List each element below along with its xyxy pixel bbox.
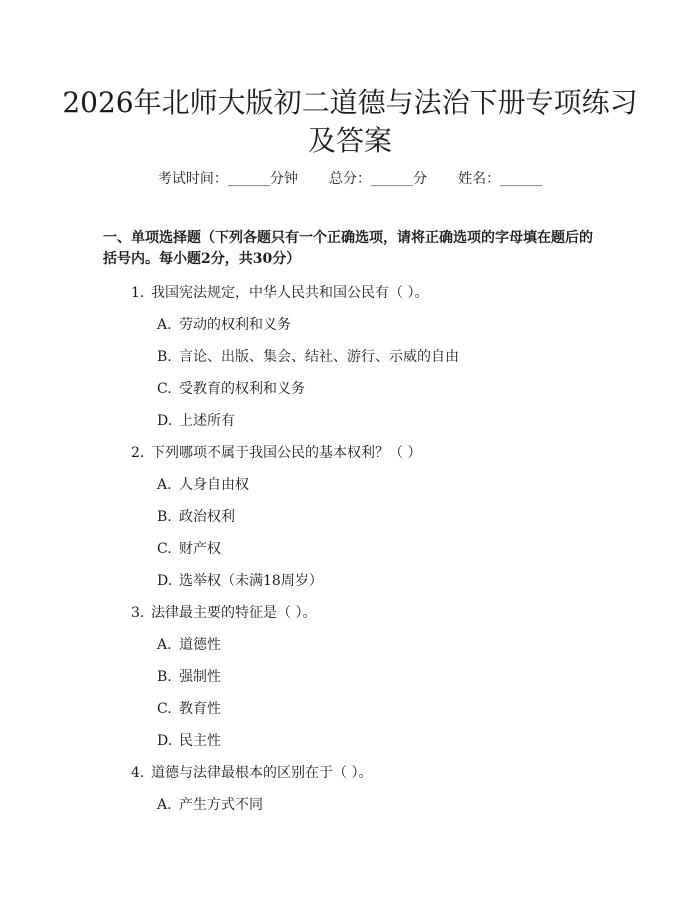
option-text: 言论、出版、集会、结社、游行、示威的自由	[179, 349, 459, 365]
option-letter: D.	[157, 413, 173, 429]
option-text: 选举权（未满18周岁）	[179, 573, 323, 589]
question-item	[0, 277, 700, 309]
option-letter: D.	[157, 573, 173, 589]
option-letter: C.	[157, 701, 172, 717]
option-letter: B.	[157, 669, 172, 685]
option-item	[0, 405, 700, 437]
option-letter: B.	[157, 509, 172, 525]
option-item	[0, 341, 700, 373]
option-item	[0, 469, 700, 501]
question-text: 法律最主要的特征是（ ）。	[151, 605, 317, 621]
page-title: 2026年北师大版初二道德与法治下册专项练习及答案	[62, 86, 638, 157]
option-text: 受教育的权利和义务	[179, 381, 305, 397]
option-letter: A.	[157, 317, 172, 333]
score-label: 总分：	[329, 171, 371, 187]
option-item	[0, 693, 700, 725]
section-heading: 一、单项选择题（下列各题只有一个正确选项，请将正确选项的字母填在题后的括号内。每小题2分，共30分）	[103, 230, 593, 267]
option-text: 产生方式不同	[179, 797, 263, 813]
question-text: 下列哪项不属于我国公民的基本权利？（ ）	[151, 445, 422, 461]
option-text: 道德性	[179, 637, 221, 653]
option-letter: D.	[157, 733, 173, 749]
option-item	[0, 565, 700, 597]
option-text: 强制性	[179, 669, 221, 685]
option-item	[0, 373, 700, 405]
option-letter: C.	[157, 541, 172, 557]
option-text: 上述所有	[179, 413, 235, 429]
question-item	[0, 597, 700, 629]
option-item	[0, 501, 700, 533]
option-text: 教育性	[179, 701, 221, 717]
time-label: 考试时间：	[157, 171, 228, 187]
option-letter: B.	[157, 349, 172, 365]
score-blank: ______	[371, 171, 413, 187]
name-label: 姓名：	[458, 171, 501, 187]
question-text: 道德与法律最根本的区别在于（ ）。	[151, 765, 373, 781]
question-list	[0, 277, 700, 821]
option-item	[0, 533, 700, 565]
option-letter: A.	[157, 477, 172, 493]
option-text: 政治权利	[179, 509, 235, 525]
option-text: 劳动的权利和义务	[179, 317, 291, 333]
question-number: 1.	[131, 285, 145, 301]
option-text: 人身自由权	[179, 477, 249, 493]
option-letter: C.	[157, 381, 172, 397]
option-item	[0, 789, 700, 821]
option-item	[0, 661, 700, 693]
question-number: 4.	[131, 765, 145, 781]
question-item	[0, 757, 700, 789]
question-number: 2.	[131, 445, 145, 461]
name-blank: ______	[500, 171, 543, 187]
question-item	[0, 437, 700, 469]
option-text: 财产权	[179, 541, 221, 557]
option-item	[0, 309, 700, 341]
question-text: 我国宪法规定，中华人民共和国公民有（ ）。	[151, 285, 429, 301]
option-letter: A.	[157, 797, 172, 813]
option-text: 民主性	[179, 733, 221, 749]
score-unit: 分	[413, 171, 427, 187]
option-item	[0, 725, 700, 757]
option-item	[0, 629, 700, 661]
time-blank: ______	[227, 171, 270, 187]
option-letter: A.	[157, 637, 172, 653]
question-number: 3.	[131, 605, 145, 621]
exam-info	[0, 168, 700, 188]
time-unit: 分钟	[269, 171, 298, 187]
